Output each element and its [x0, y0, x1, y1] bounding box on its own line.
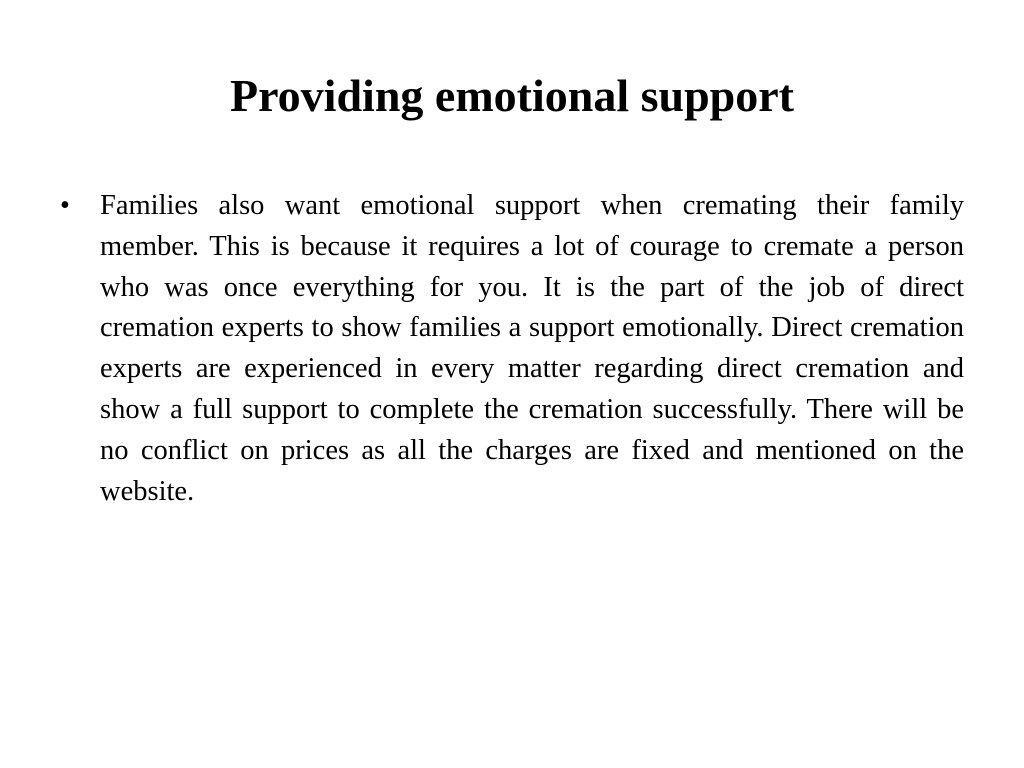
- bullet-icon: •: [60, 190, 70, 221]
- bullet-list: [56, 186, 964, 512]
- bullet-item: [56, 186, 964, 512]
- bullet-text: Families also want emotional support when cremating their family member. This is because it requires a lot of courage to cremate a person who was once everything for you. It is the part of the job of direct cremation experts to show families a support emotionally. Direct cremation experts are experienced in every matter regarding direct cremation and show a full support to complete the cremation successfully. There will be no conflict on prices as all the charges are fixed and mentioned on the website.: [100, 190, 964, 507]
- slide-title: Providing emotional support: [230, 70, 794, 121]
